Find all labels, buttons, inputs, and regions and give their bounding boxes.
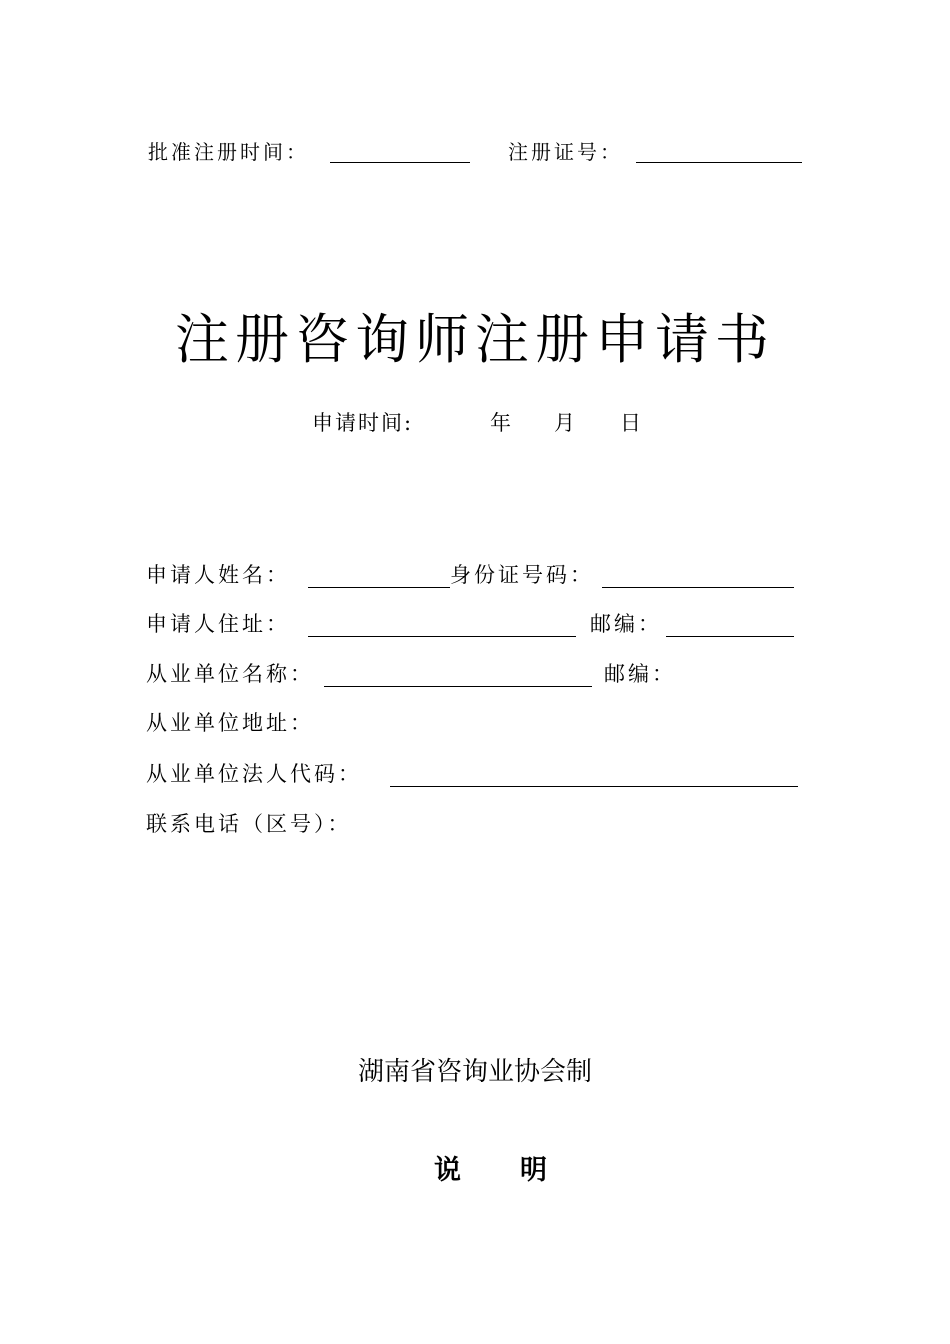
approval-time-label: 批准注册时间：	[148, 140, 309, 164]
application-date-label: 申请时间:	[312, 411, 414, 435]
postcode-label-1: 邮编：	[590, 612, 662, 636]
postcode-blank-1[interactable]	[666, 636, 794, 637]
date-month-label: 月	[554, 411, 577, 435]
employer-name-blank[interactable]	[324, 686, 592, 687]
approval-time-blank[interactable]	[330, 162, 470, 163]
applicant-address-blank[interactable]	[308, 636, 576, 637]
legal-code-label: 从业单位法人代码：	[146, 762, 362, 786]
id-number-label: 身份证号码：	[450, 563, 594, 587]
cert-no-label: 注册证号：	[508, 140, 623, 164]
postcode-label-2: 邮编：	[604, 662, 676, 686]
applicant-address-label: 申请人住址：	[146, 612, 290, 636]
date-year-label: 年	[490, 411, 513, 435]
legal-code-blank[interactable]	[390, 786, 798, 787]
date-day-label: 日	[620, 411, 643, 435]
issuer-text: 湖南省咨询业协会制	[357, 1057, 592, 1087]
employer-address-label: 从业单位地址：	[146, 711, 314, 735]
applicant-name-label: 申请人姓名：	[146, 563, 290, 587]
employer-name-label: 从业单位名称：	[146, 662, 314, 686]
phone-label: 联系电话（区号）：	[146, 812, 352, 836]
applicant-name-blank[interactable]	[308, 587, 450, 588]
cert-no-blank[interactable]	[636, 162, 802, 163]
document-title: 注册咨询师注册申请书	[175, 308, 775, 371]
section-heading-char-2: 明	[520, 1155, 547, 1186]
id-number-blank[interactable]	[602, 587, 794, 588]
section-heading-char-1: 说	[434, 1155, 461, 1186]
